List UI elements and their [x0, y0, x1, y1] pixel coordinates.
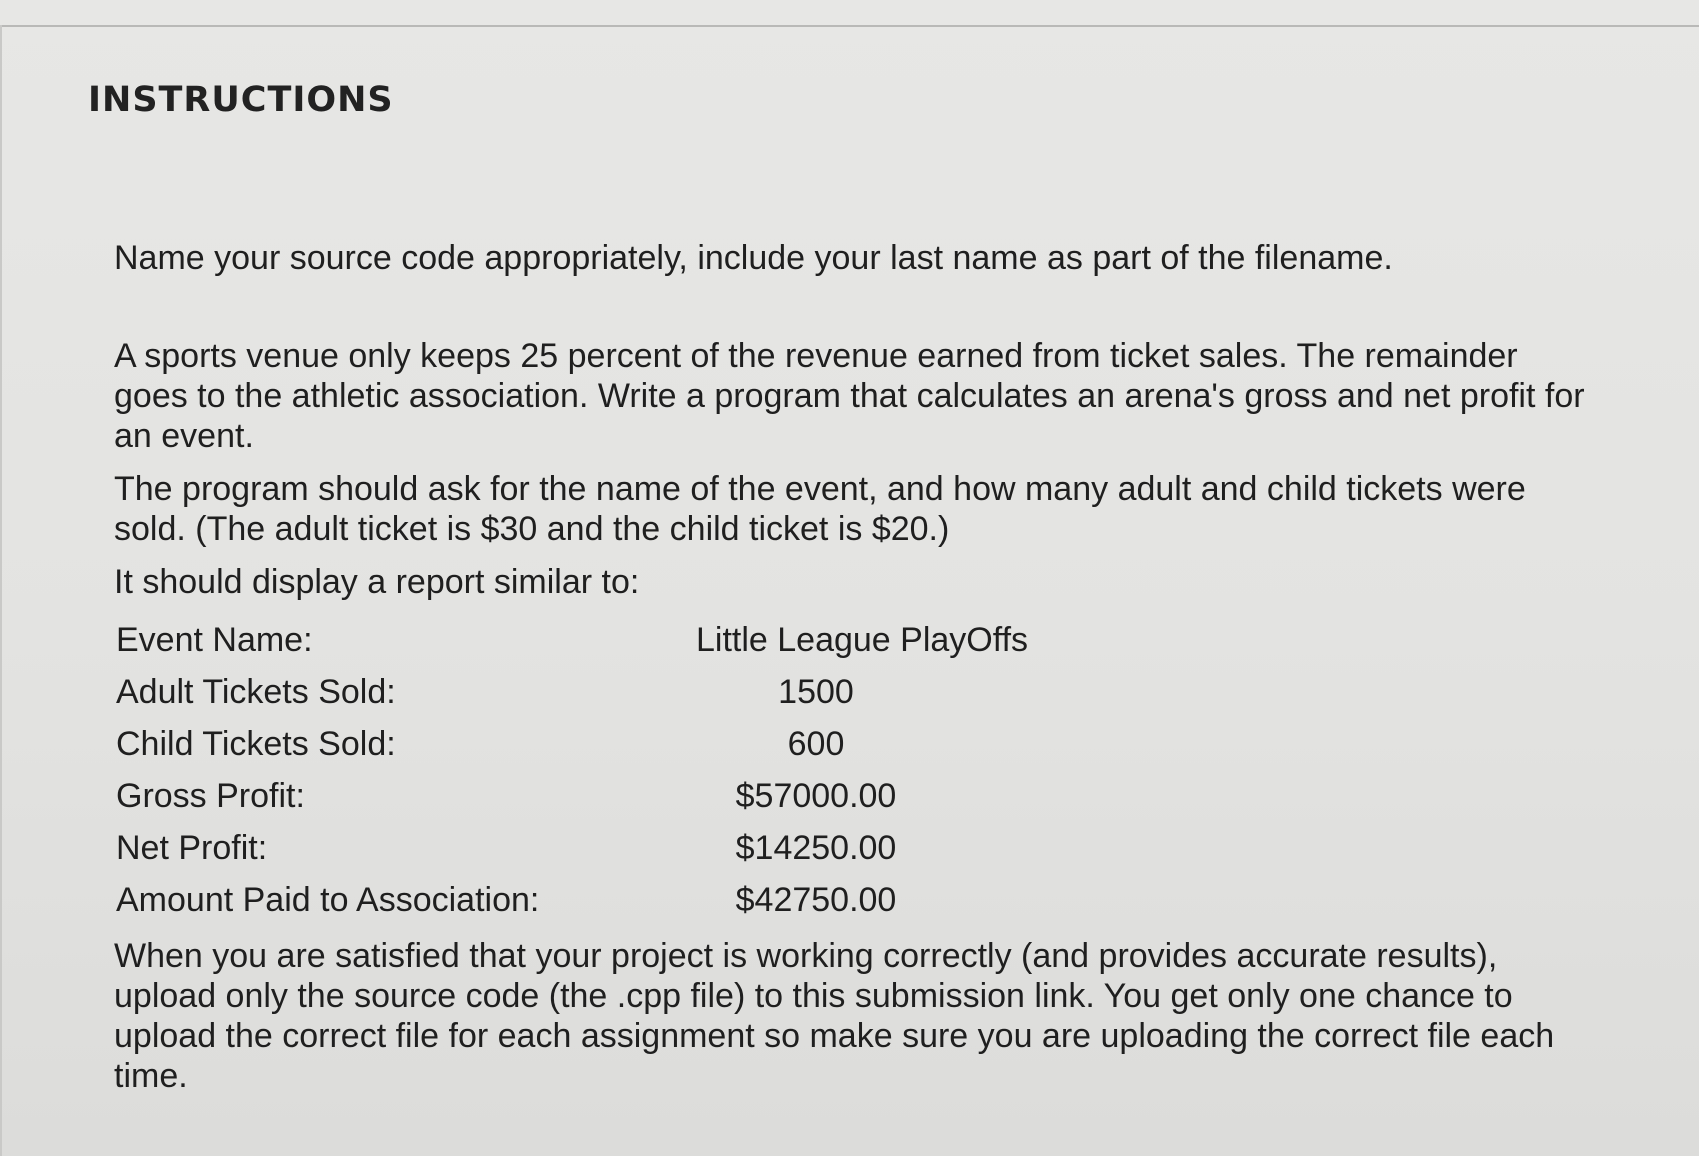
- program-description: The program should ask for the name of the event, and how many adult and child tickets were sold. (The adult ticket is $30 and the child ticket is $20.): [114, 470, 1526, 548]
- report-label: Event Name:: [116, 621, 313, 659]
- report-row-adult-tickets: [116, 666, 1594, 718]
- report-value: 1500: [778, 673, 854, 711]
- report-row-gross-profit: [116, 770, 1594, 822]
- top-divider: [0, 25, 1699, 27]
- report-value: $42750.00: [735, 881, 897, 919]
- report-intro: It should display a report similar to:: [114, 563, 640, 601]
- report-value: Little League PlayOffs: [696, 621, 1029, 659]
- sample-report: [116, 614, 1594, 926]
- report-value: 600: [787, 725, 845, 763]
- venue-description: A sports venue only keeps 25 percent of the revenue earned from ticket sales. The remainder goes to the athletic association. Write a program that calculates an arena's gross and net profit for an event.: [114, 337, 1585, 455]
- report-label: Adult Tickets Sold:: [116, 673, 396, 711]
- report-label: Net Profit:: [116, 829, 268, 867]
- report-label: Gross Profit:: [116, 777, 305, 815]
- report-label: Child Tickets Sold:: [116, 725, 396, 763]
- report-row-net-profit: [116, 822, 1594, 874]
- page-title: INSTRUCTIONS: [88, 80, 394, 120]
- report-row-event-name: [116, 614, 1594, 666]
- left-border: [0, 25, 2, 1156]
- instructions-body: [114, 238, 1594, 1096]
- filename-instruction: Name your source code appropriately, include your last name as part of the filename.: [114, 239, 1393, 277]
- report-value: $14250.00: [735, 829, 897, 867]
- report-label: Amount Paid to Association:: [116, 881, 540, 919]
- report-row-child-tickets: [116, 718, 1594, 770]
- report-value: $57000.00: [735, 777, 897, 815]
- submission-instruction: When you are satisfied that your project is working correctly (and provides accurate results), upload only the source code (the .cpp file) to this submission link. You get only one chance to upload the correct file for each assignment so make sure you are uploading the correct file each time.: [114, 937, 1555, 1095]
- report-row-association-amount: [116, 874, 1594, 926]
